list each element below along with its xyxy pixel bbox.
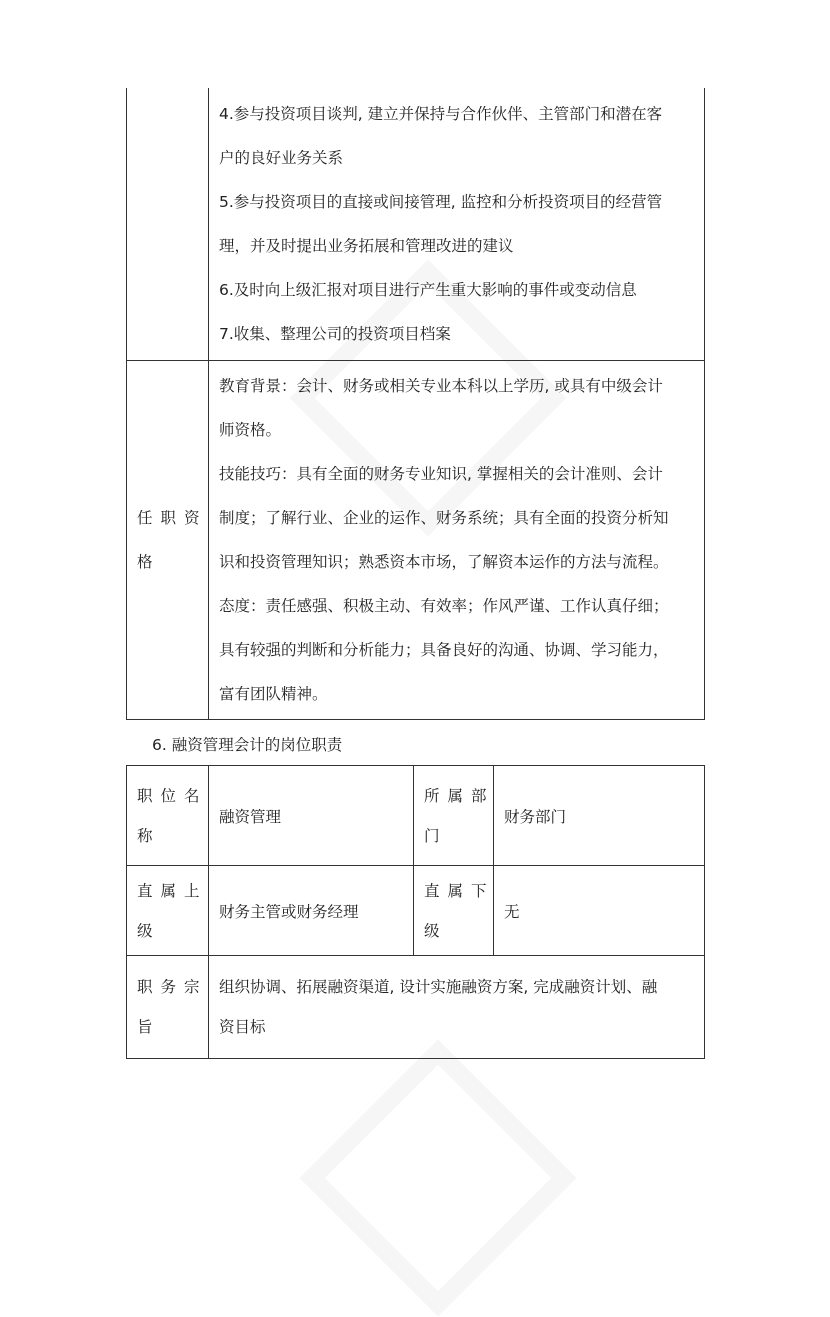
label-line: 直属上: [137, 881, 208, 900]
position-name-label: [127, 766, 209, 866]
label-line: 所属部: [424, 786, 495, 805]
qualification-line: 富有团队精神。: [219, 685, 328, 703]
purpose-line: 组织协调、拓展融资渠道, 设计实施融资方案, 完成融资计划、融: [219, 978, 658, 996]
purpose-value: [209, 956, 705, 1059]
label-line: 级: [424, 921, 448, 940]
duty-line: 理，并及时提出业务拓展和管理改进的建议: [219, 237, 514, 255]
qualification-line: 制度；了解行业、企业的运作、财务系统；具有全面的投资分析知: [219, 509, 669, 527]
qualification-line: 师资格。: [219, 421, 282, 439]
label-line: 任职资: [137, 509, 208, 527]
section-heading: 6. 融资管理会计的岗位职责: [152, 736, 343, 754]
duty-line: 户的良好业务关系: [219, 149, 344, 167]
table-row: [127, 361, 705, 720]
duty-line: 7.收集、整理公司的投资项目档案: [219, 325, 451, 343]
row-label-cell: [127, 88, 209, 361]
table-row: [127, 766, 705, 866]
table-row: [127, 88, 705, 361]
superior-value: 财务主管或财务经理: [209, 866, 414, 956]
label-line: 职位名: [137, 786, 208, 805]
superior-label: [127, 866, 209, 956]
qualification-line: 教育背景：会计、财务或相关专业本科以上学历, 或具有中级会计: [219, 377, 663, 395]
duty-line: 5.参与投资项目的直接或间接管理, 监控和分析投资项目的经营管: [219, 193, 663, 211]
department-label: [414, 766, 494, 866]
job-duties-table: [126, 88, 705, 720]
subordinate-value: 无: [494, 866, 705, 956]
label-line: 称: [137, 826, 161, 845]
watermark: [299, 1039, 576, 1316]
duties-content-cell: [209, 88, 705, 361]
table-row: [127, 956, 705, 1059]
qualification-line: 态度：责任感强、积极主动、有效率；作风严谨、工作认真仔细；: [219, 597, 669, 615]
duty-line: 4.参与投资项目谈判, 建立并保持与合作伙伴、主管部门和潜在客: [219, 105, 663, 123]
qualification-line: 识和投资管理知识；熟悉资本市场，了解资本运作的方法与流程。: [219, 553, 669, 571]
qualification-content-cell: [209, 361, 705, 720]
label-line: 职务宗: [137, 978, 208, 996]
financing-position-table: [126, 765, 705, 1059]
table-row: [127, 866, 705, 956]
label-line: 格: [137, 553, 161, 571]
label-line: 旨: [137, 1018, 161, 1036]
qualification-label-cell: [127, 361, 209, 720]
label-line: 直属下: [424, 881, 495, 900]
position-name-value: 融资管理: [209, 766, 414, 866]
qualification-line: 具有较强的判断和分析能力；具备良好的沟通、协调、学习能力，: [219, 641, 669, 659]
duty-line: 6.及时向上级汇报对项目进行产生重大影响的事件或变动信息: [219, 281, 637, 299]
qualification-line: 技能技巧：具有全面的财务专业知识, 掌握相关的会计准则、会计: [219, 465, 663, 483]
purpose-label: [127, 956, 209, 1059]
label-line: 门: [424, 826, 448, 845]
subordinate-label: [414, 866, 494, 956]
department-value: 财务部门: [494, 766, 705, 866]
purpose-line: 资目标: [219, 1018, 266, 1036]
label-line: 级: [137, 921, 161, 940]
